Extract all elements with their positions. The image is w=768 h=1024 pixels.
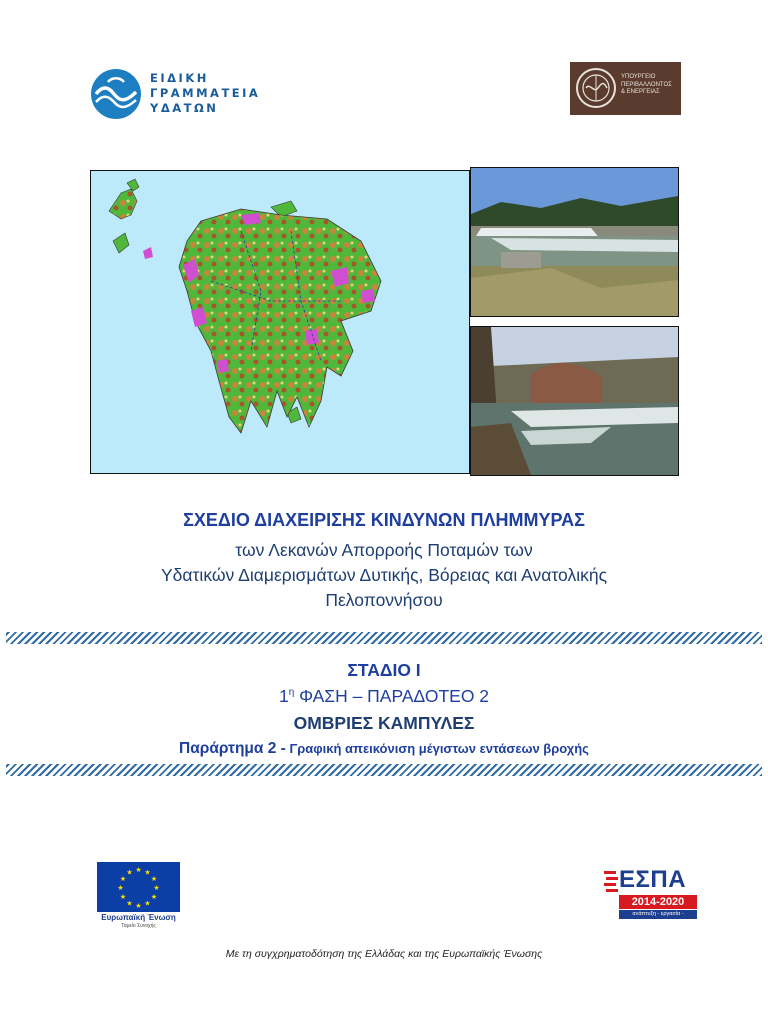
subtitle-line-3: Πελοποννήσου	[325, 590, 443, 610]
stage-label: ΣΤΑΔΙΟ Ι	[347, 660, 421, 680]
phase-ordinal: η	[288, 687, 295, 699]
eu-flag-icon	[97, 862, 180, 912]
river-weir-photo-icon	[471, 168, 678, 316]
espa-wordmark: ΕΣΠΑ	[619, 866, 687, 893]
annex-label	[0, 740, 768, 758]
hatched-divider-bottom	[6, 764, 762, 776]
svg-text:★: ★	[119, 893, 127, 901]
water-secretariat-logo	[90, 66, 270, 122]
phase-deliverable: ΦΑΣΗ – ΠΑΡΑΔΟΤΕΟ 2	[294, 686, 490, 706]
svg-text:★: ★	[144, 899, 151, 908]
document-title: ΣΧΕΔΙΟ ΔΙΑΧΕΙΡΙΣΗΣ ΚΙΝΔΥΝΩΝ ΠΛΗΜΜΥΡΑΣ	[183, 510, 585, 530]
eu-label: Ευρωπαϊκή Ένωση	[101, 913, 176, 922]
svg-text:★: ★	[153, 884, 160, 892]
ministry-line-1: ΥΠΟΥΡΓΕΙΟ	[621, 74, 656, 80]
subtitle-line-2: Υδατικών Διαμερισμάτων Δυτικής, Βόρειας και Ανατολικής	[160, 565, 608, 585]
ministry-line-2: ΠΕΡΙΒΑΛΛΟΝΤΟΣ	[621, 81, 672, 88]
water-secretariat-name	[150, 71, 260, 116]
logo-line-1: ΕΙΔΙΚΗ	[150, 71, 209, 85]
espa-years: 2014-2020	[619, 895, 697, 909]
river-weir-photo	[470, 167, 679, 317]
funding-note: Με τη συγχρηματοδότηση της Ελλάδας και της Ευρωπαϊκής Ένωσης	[225, 948, 543, 960]
espa-logo	[604, 866, 696, 926]
phase-number: 1	[278, 686, 289, 706]
annex-description: Γραφική απεικόνιση μέγιστων εντάσεων βροχής	[285, 741, 589, 756]
svg-text:★: ★	[144, 868, 151, 877]
svg-text:★: ★	[150, 875, 158, 883]
eu-fund-label: Ταμείο Συνοχής	[121, 923, 156, 929]
hatched-divider-top	[6, 632, 762, 644]
ministry-seal-logo-icon	[574, 66, 618, 110]
svg-text:★: ★	[135, 866, 142, 874]
eu-logo	[97, 862, 180, 929]
ministry-line-3: & ΕΝΕΡΓΕΙΑΣ	[621, 89, 660, 95]
water-wave-logo-icon	[90, 68, 142, 120]
topic-label: ΟΜΒΡΙΕΣ ΚΑΜΠΥΛΕΣ	[293, 713, 475, 733]
ministry-logo	[570, 62, 681, 115]
svg-text:★: ★	[126, 868, 133, 877]
subtitle-line-1: των Λεκανών Απορροής Ποταμών των	[235, 540, 533, 560]
svg-text:★: ★	[135, 902, 142, 910]
espa-flag-stripes-icon	[604, 871, 618, 893]
ministry-name	[621, 74, 672, 97]
phase-label	[0, 686, 768, 707]
river-rapids-photo-icon	[471, 327, 678, 475]
logo-line-3: ΥΔΑΤΩΝ	[150, 101, 219, 115]
svg-text:★: ★	[126, 899, 133, 908]
annex-number: Παράρτημα 2 -	[179, 740, 286, 757]
svg-text:★: ★	[117, 884, 124, 892]
river-rapids-photo	[470, 326, 679, 476]
peloponnese-map	[90, 170, 470, 474]
svg-text:★: ★	[150, 893, 158, 901]
logo-line-2: ΓΡΑΜΜΑΤΕΙΑ	[150, 86, 261, 100]
peloponnese-relief-map-icon	[91, 171, 469, 473]
svg-text:★: ★	[119, 875, 127, 883]
espa-tagline: ανάπτυξη - εργασία - αλληλεγγύη	[619, 910, 697, 919]
